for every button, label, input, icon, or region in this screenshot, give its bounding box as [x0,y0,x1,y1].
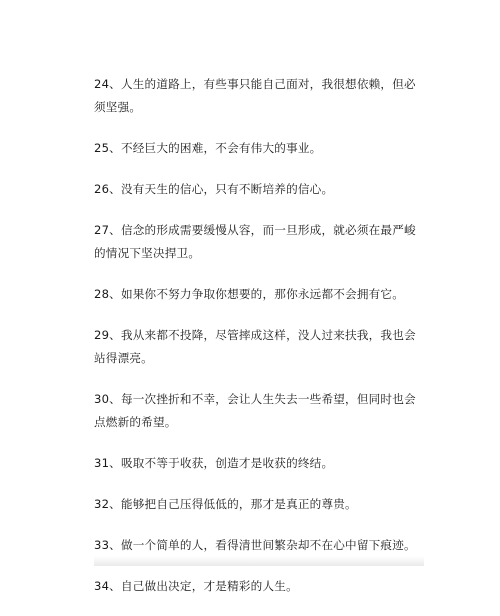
quote-item-27 [94,219,424,265]
quote-text: 做一个简单的人，看得清世间繁杂却不在心中留下痕迹。 [120,538,416,552]
quote-text: 吸取不等于收获，创造才是收获的终结。 [120,456,334,470]
quote-item-28 [94,283,424,306]
quote-text: 我从来都不投降，尽管摔成这样，没人过来扶我，我也会站得漂亮。 [94,328,416,365]
quote-number: 28、 [94,287,121,301]
quote-number: 34、 [94,579,121,593]
quote-item-33 [94,534,424,557]
quote-list [94,73,424,616]
quote-number: 33、 [94,538,121,552]
quote-item-24 [94,73,424,119]
quote-number: 32、 [94,497,121,511]
quote-item-34 [94,575,424,598]
quote-item-25 [94,137,424,160]
quote-text: 信念的形成需要缓慢从容，而一旦形成，就必须在最严峻的情况下坚决捍卫。 [94,223,416,260]
cut-off-next-line [94,556,424,566]
quote-text: 人生的道路上，有些事只能自己面对，我很想依赖，但必须坚强。 [94,77,416,114]
quote-item-31 [94,452,424,475]
quote-number: 26、 [94,182,121,196]
quote-number: 24、 [94,77,121,91]
quote-item-32 [94,493,424,516]
quote-text: 不经巨大的困难，不会有伟大的事业。 [120,141,322,155]
quote-number: 31、 [94,456,121,470]
quote-number: 25、 [94,141,121,155]
quote-text: 自己做出决定，才是精彩的人生。 [120,579,298,593]
quote-number: 30、 [94,392,121,406]
quote-text: 如果你不努力争取你想要的，那你永远都不会拥有它。 [120,287,405,301]
quote-item-30 [94,388,424,434]
quote-item-29 [94,324,424,370]
quote-number: 27、 [94,223,121,237]
quote-text: 每一次挫折和不幸，会让人生失去一些希望，但同时也会点燃新的希望。 [94,392,416,429]
quote-item-26 [94,178,424,201]
quote-number: 29、 [94,328,121,342]
quote-text: 能够把自己压得低低的，那才是真正的尊贵。 [120,497,357,511]
quote-text: 没有天生的信心，只有不断培养的信心。 [120,182,334,196]
